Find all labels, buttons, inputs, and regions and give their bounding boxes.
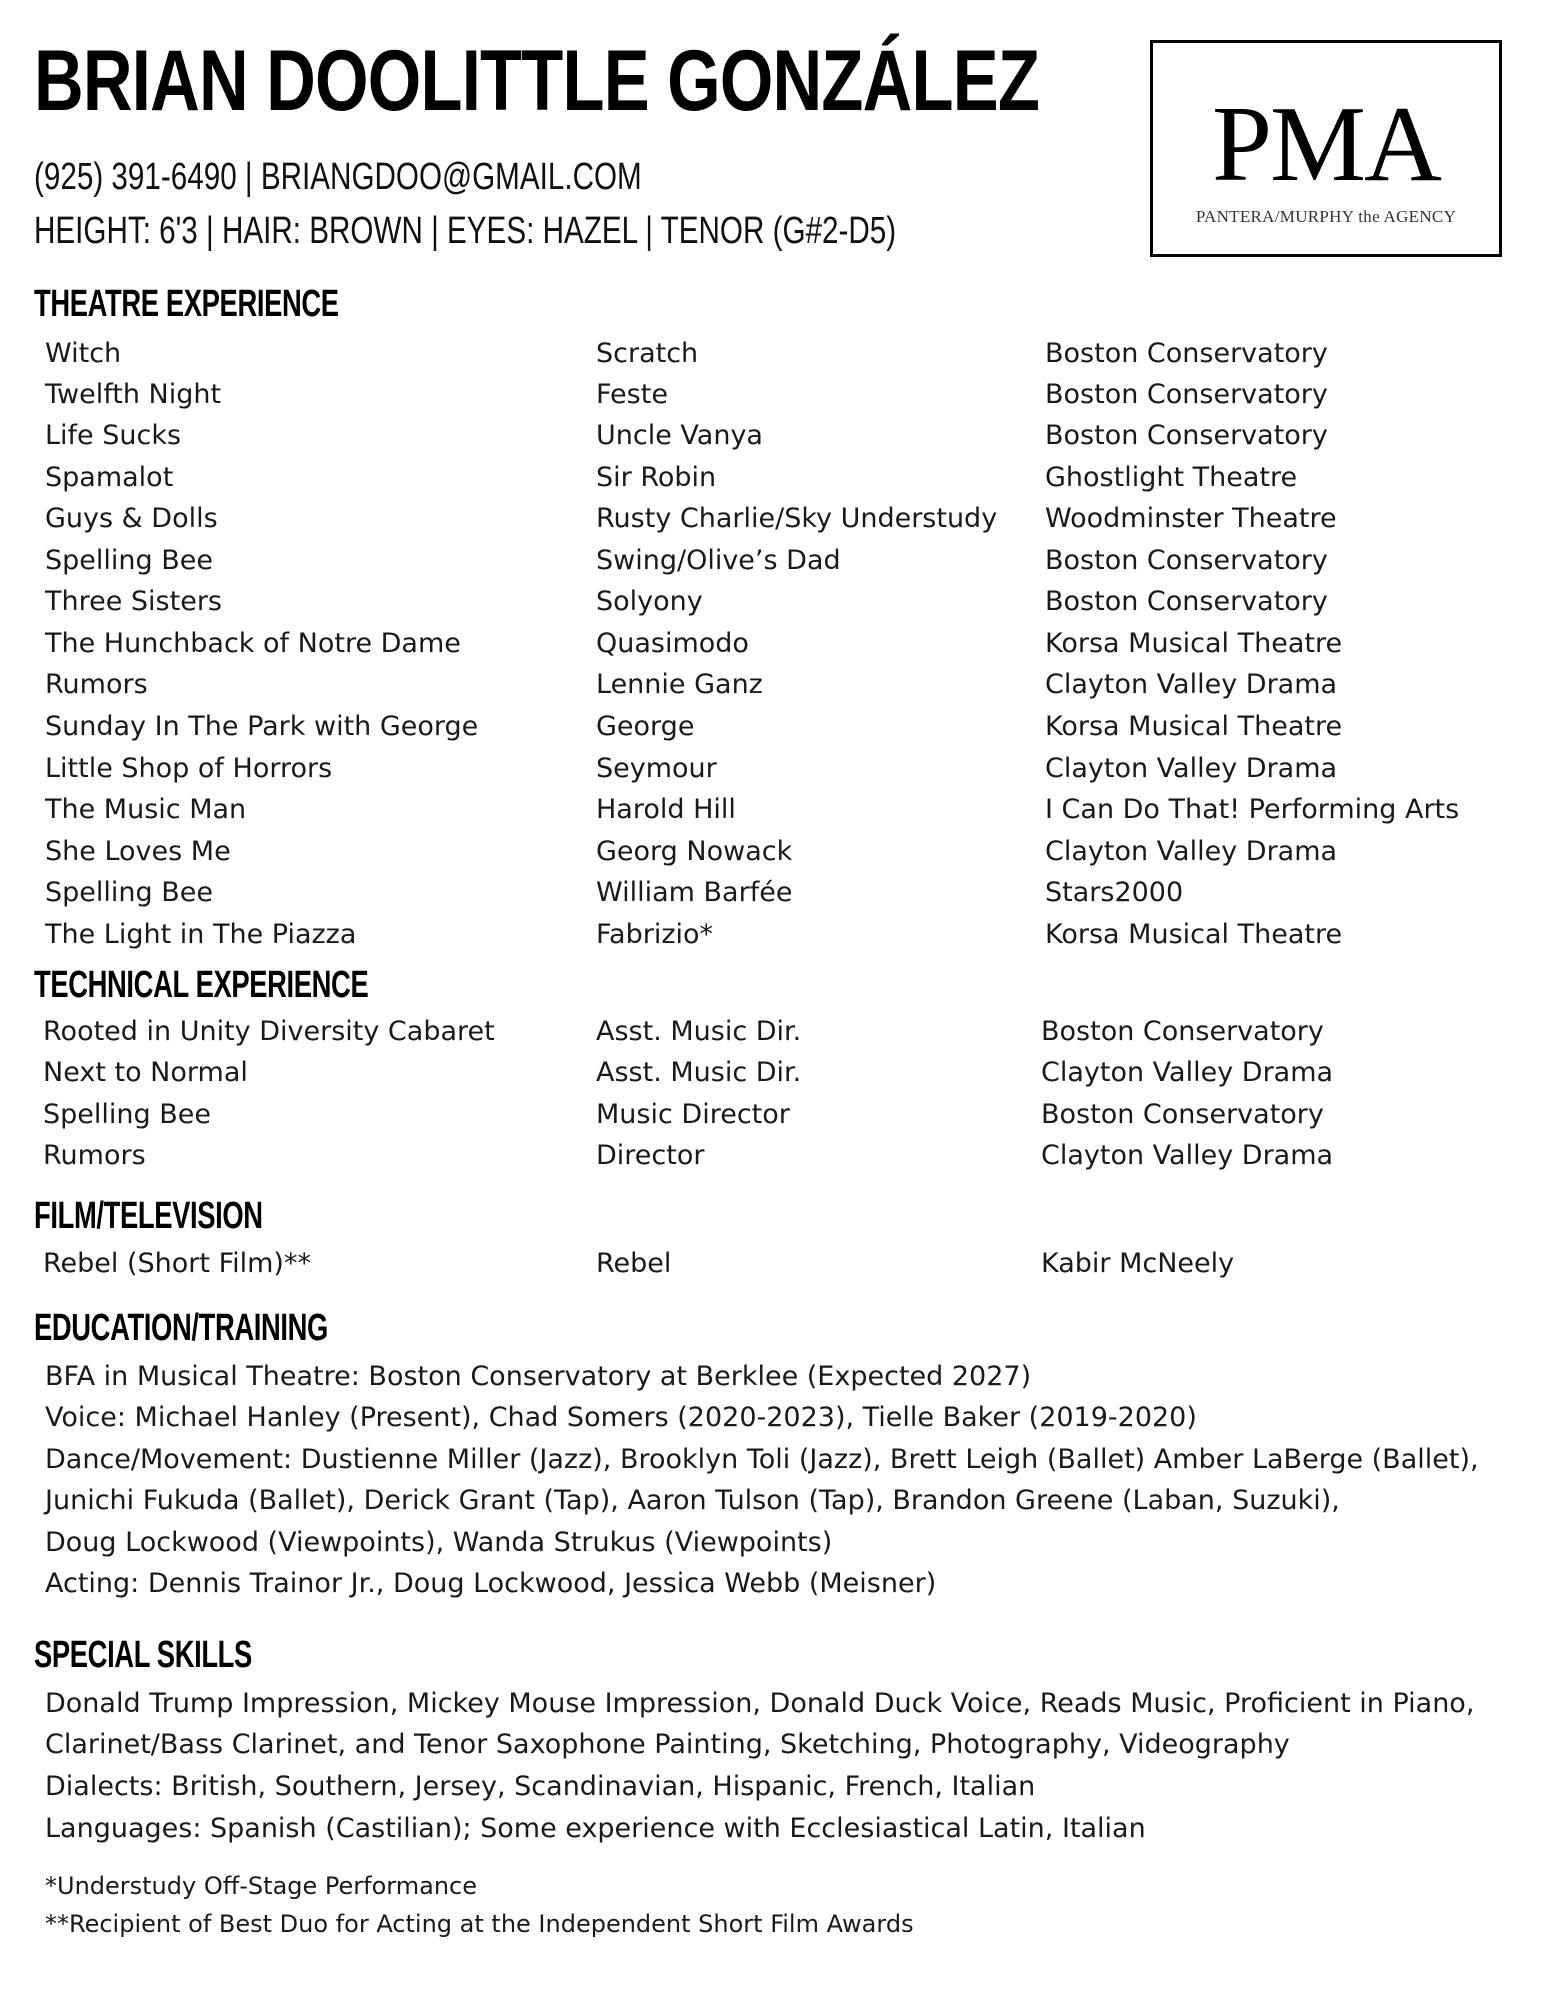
agency-logo-mark: PMA bbox=[1211, 85, 1441, 204]
technical-row bbox=[0, 1094, 1545, 1135]
role: Lennie Ganz bbox=[596, 669, 763, 700]
role: Harold Hill bbox=[596, 794, 736, 825]
company: Boston Conservatory bbox=[1045, 338, 1328, 369]
role: Quasimodo bbox=[596, 628, 749, 659]
education-line: Dance/Movement: Dustienne Miller (Jazz), Brooklyn Toli (Jazz), Brett Leigh (Ballet) Amber LaBerge (Ballet), bbox=[45, 1444, 1479, 1475]
education-line: Voice: Michael Hanley (Present), Chad Somers (2020-2023), Tielle Baker (2019-2020) bbox=[45, 1402, 1197, 1433]
show-title: Spelling Bee bbox=[43, 1099, 211, 1130]
show-title: Life Sucks bbox=[45, 420, 182, 451]
role: Asst. Music Dir. bbox=[596, 1057, 802, 1088]
education-section-title: EDUCATION/TRAINING bbox=[34, 1307, 328, 1349]
show-title: Next to Normal bbox=[43, 1057, 248, 1088]
show-title: Rumors bbox=[43, 1140, 146, 1171]
role: Scratch bbox=[596, 338, 699, 369]
role: Solyony bbox=[596, 586, 703, 617]
technical-section-title: TECHNICAL EXPERIENCE bbox=[34, 964, 369, 1006]
company: Boston Conservatory bbox=[1041, 1099, 1324, 1130]
skills-line: Donald Trump Impression, Mickey Mouse Impression, Donald Duck Voice, Reads Music, Proficient in Piano, bbox=[45, 1688, 1475, 1719]
education-line: Acting: Dennis Trainor Jr., Doug Lockwood, Jessica Webb (Meisner) bbox=[45, 1568, 937, 1599]
show-title: Little Shop of Horrors bbox=[45, 753, 333, 784]
company: Korsa Musical Theatre bbox=[1045, 711, 1343, 742]
education-line: BFA in Musical Theatre: Boston Conservatory at Berklee (Expected 2027) bbox=[45, 1361, 1032, 1392]
role: Georg Nowack bbox=[596, 836, 793, 867]
show-title: Spelling Bee bbox=[45, 545, 213, 576]
role: Rebel bbox=[596, 1248, 672, 1279]
film-row bbox=[0, 1243, 1545, 1284]
theatre-row bbox=[0, 457, 1545, 498]
company: Boston Conservatory bbox=[1045, 586, 1328, 617]
show-title: The Music Man bbox=[45, 794, 247, 825]
theatre-row bbox=[0, 623, 1545, 664]
theatre-row bbox=[0, 831, 1545, 872]
show-title: The Hunchback of Notre Dame bbox=[45, 628, 461, 659]
show-title: Guys & Dolls bbox=[45, 503, 218, 534]
show-title: Rooted in Unity Diversity Cabaret bbox=[43, 1016, 495, 1047]
agency-logo bbox=[1150, 40, 1502, 257]
theatre-row bbox=[0, 415, 1545, 456]
role: William Barfée bbox=[596, 877, 793, 908]
theatre-row bbox=[0, 706, 1545, 747]
show-title: Twelfth Night bbox=[45, 379, 222, 410]
theatre-row bbox=[0, 664, 1545, 705]
technical-row bbox=[0, 1011, 1545, 1052]
company: Stars2000 bbox=[1045, 877, 1184, 908]
show-title: Spelling Bee bbox=[45, 877, 213, 908]
role: Rusty Charlie/Sky Understudy bbox=[596, 503, 998, 534]
role: Feste bbox=[596, 379, 668, 410]
company: Clayton Valley Drama bbox=[1045, 836, 1338, 867]
applicant-name: BRIAN DOOLITTLE GONZÁLEZ bbox=[34, 33, 1040, 129]
theatre-row bbox=[0, 789, 1545, 830]
role: Music Director bbox=[596, 1099, 790, 1130]
technical-row bbox=[0, 1135, 1545, 1176]
theatre-row bbox=[0, 374, 1545, 415]
role: Sir Robin bbox=[596, 462, 717, 493]
show-title: Rebel (Short Film)** bbox=[43, 1248, 311, 1279]
skills-line: Dialects: British, Southern, Jersey, Scandinavian, Hispanic, French, Italian bbox=[45, 1771, 1036, 1802]
company: Kabir McNeely bbox=[1041, 1248, 1235, 1279]
company: Boston Conservatory bbox=[1045, 420, 1328, 451]
show-title: Three Sisters bbox=[45, 586, 222, 617]
technical-row bbox=[0, 1052, 1545, 1093]
company: Clayton Valley Drama bbox=[1041, 1057, 1334, 1088]
skills-section-title: SPECIAL SKILLS bbox=[34, 1634, 252, 1676]
theatre-row bbox=[0, 498, 1545, 539]
skills-line: Languages: Spanish (Castilian); Some experience with Ecclesiastical Latin, Italian bbox=[45, 1813, 1146, 1844]
theatre-row bbox=[0, 748, 1545, 789]
footnote: **Recipient of Best Duo for Acting at the Independent Short Film Awards bbox=[45, 1910, 914, 1938]
show-title: The Light in The Piazza bbox=[45, 919, 357, 950]
company: Clayton Valley Drama bbox=[1041, 1140, 1334, 1171]
company: Boston Conservatory bbox=[1045, 545, 1328, 576]
theatre-row bbox=[0, 581, 1545, 622]
show-title: Witch bbox=[45, 338, 122, 369]
role: Fabrizio* bbox=[596, 919, 714, 950]
show-title: Rumors bbox=[45, 669, 148, 700]
physical-stats: HEIGHT: 6'3 | HAIR: BROWN | EYES: HAZEL | TENOR (G#2-D5) bbox=[34, 210, 897, 252]
role: Swing/Olive’s Dad bbox=[596, 545, 841, 576]
company: Boston Conservatory bbox=[1041, 1016, 1324, 1047]
contact-info: (925) 391-6490 | BRIANGDOO@GMAIL.COM bbox=[34, 156, 642, 198]
show-title: Spamalot bbox=[45, 462, 174, 493]
company: Clayton Valley Drama bbox=[1045, 669, 1338, 700]
theatre-row bbox=[0, 333, 1545, 374]
company: Korsa Musical Theatre bbox=[1045, 628, 1343, 659]
education-line: Doug Lockwood (Viewpoints), Wanda Strukus (Viewpoints) bbox=[45, 1527, 833, 1558]
education-line: Junichi Fukuda (Ballet), Derick Grant (Tap), Aaron Tulson (Tap), Brandon Greene (Laban, Suzuki), bbox=[45, 1485, 1340, 1516]
role: Uncle Vanya bbox=[596, 420, 763, 451]
theatre-row bbox=[0, 540, 1545, 581]
skills-line: Clarinet/Bass Clarinet, and Tenor Saxophone Painting, Sketching, Photography, Videography bbox=[45, 1729, 1290, 1760]
film-section-title: FILM/TELEVISION bbox=[34, 1195, 263, 1237]
theatre-row bbox=[0, 914, 1545, 955]
theatre-row bbox=[0, 872, 1545, 913]
company: Ghostlight Theatre bbox=[1045, 462, 1298, 493]
role: Seymour bbox=[596, 753, 717, 784]
company: I Can Do That! Performing Arts bbox=[1045, 794, 1460, 825]
theatre-section-title: THEATRE EXPERIENCE bbox=[34, 283, 339, 325]
role: Director bbox=[596, 1140, 705, 1171]
role: Asst. Music Dir. bbox=[596, 1016, 802, 1047]
footnote: *Understudy Off-Stage Performance bbox=[45, 1872, 477, 1900]
company: Woodminster Theatre bbox=[1045, 503, 1337, 534]
agency-logo-name: PANTERA/MURPHY the AGENCY bbox=[1195, 207, 1457, 226]
show-title: She Loves Me bbox=[45, 836, 231, 867]
company: Clayton Valley Drama bbox=[1045, 753, 1338, 784]
company: Boston Conservatory bbox=[1045, 379, 1328, 410]
show-title: Sunday In The Park with George bbox=[45, 711, 479, 742]
role: George bbox=[596, 711, 695, 742]
company: Korsa Musical Theatre bbox=[1045, 919, 1343, 950]
